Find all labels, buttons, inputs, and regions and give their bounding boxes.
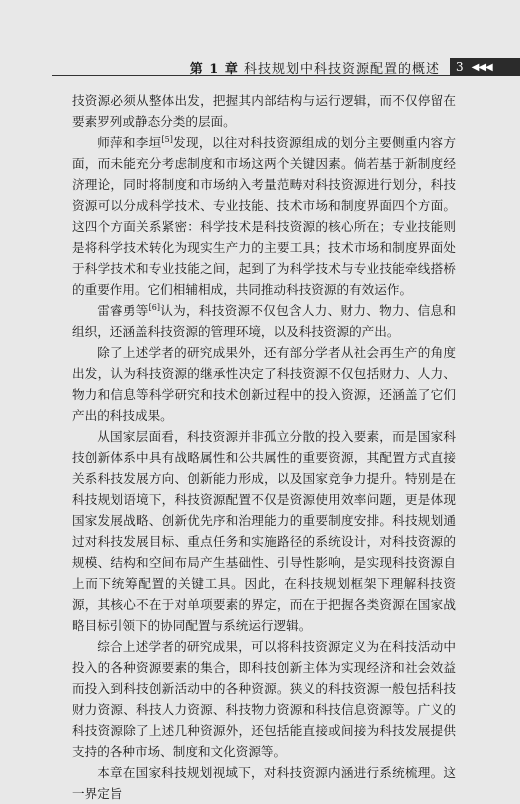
chapter-label: 第 1 章 xyxy=(189,62,239,77)
page-number-tab xyxy=(450,58,520,76)
page-number: 3 xyxy=(456,60,464,74)
body-text xyxy=(72,90,456,804)
paragraph-2 xyxy=(72,132,456,300)
paragraph-5: 从国家层面看，科技资源并非孤立分散的投入要素，而是国家科技创新体系中具有战略属性和公共属性的重要资源，其配置方式直接关系科技发展方向、创新能力形成，以及国家竞争力提升。特别是在科技规划语境下，科技资源配置不仅是资源使用效率问题，更是体现国家发展战略、创新优先序和治理能力的重要制度安排。科技规划通过对科技发展目标、重点任务和实施路径的系统设计，对科技资源的规模、结构和空间布局产生基础性、引导性影响，是实现科技资源自上而下统筹配置的关键工具。因此，在科技规划框架下理解科技资源，其核心不在于对单项要素的界定，而在于把握各类资源在国家战略目标引领下的协同配置与系统运行逻辑。 xyxy=(72,429,456,633)
citation-ref: [6] xyxy=(148,303,161,312)
paragraph-7: 本章在国家科技规划视域下，对科技资源内涵进行系统梳理。这一界定旨 xyxy=(72,765,456,801)
author-ref: 师萍和李垣 xyxy=(97,135,162,150)
paragraph-3 xyxy=(72,300,456,342)
paragraph-1: 技资源必须从整体出发，把握其内部结构与运行逻辑，而不仅停留在要素罗列或静态分类的层面。 xyxy=(72,93,456,129)
author-ref: 雷睿勇等 xyxy=(97,303,149,318)
paragraph-3-body: 认为，科技资源不仅包含人力、财力、物力、信息和组织，还涵盖科技资源的管理环境，以及科技资源的产出。 xyxy=(72,303,457,339)
paragraph-6: 综合上述学者的研究成果，可以将科技资源定义为在科技活动中投入的各种资源要素的集合，即科技创新主体为实现经济和社会效益而投入到科技创新活动中的各种资源。狭义的科技资源一般包括科技财力资源、科技人力资源、科技物力资源和科技信息资源等。广义的科技资源除了上述几种资源外，还包括能直接或间接为科技发展提供支持的各种市场、制度和文化资源等。 xyxy=(72,639,456,759)
header-rule xyxy=(52,75,450,76)
citation-ref: [5] xyxy=(161,135,173,144)
paragraph-2-body: 发现，以往对科技资源组成的划分主要侧重内容方面，而未能充分考虑制度和市场这两个关键因素。倘若基于新制度经济理论，同时将制度和市场纳入考量范畴对科技资源进行划分，科技资源可以分成科学技术、专业技能、技术市场和制度界面四个方面。这四个方面关系紧密：科学技术是科技资源的核心所在；专业技能则是将科学技术转化为现实生产力的主要工具；技术市场和制度界面处于科学技术和专业技能之间，起到了为科学技术与专业技能牵线搭桥的重要作用。它们相辅相成，共同推动科技资源的有效运作。 xyxy=(72,135,457,297)
chapter-title: 科技规划中科技资源配置的概述 xyxy=(243,62,440,77)
paragraph-4: 除了上述学者的研究成果外，还有部分学者从社会再生产的角度出发，认为科技资源的继承性决定了科技资源不仅包括财力、人力、物力和信息等科学研究和技术创新过程中的投入资源，还涵盖了它们产出的科技成果。 xyxy=(72,345,456,423)
triple-arrow-icon: ◀◀◀ xyxy=(471,61,492,73)
